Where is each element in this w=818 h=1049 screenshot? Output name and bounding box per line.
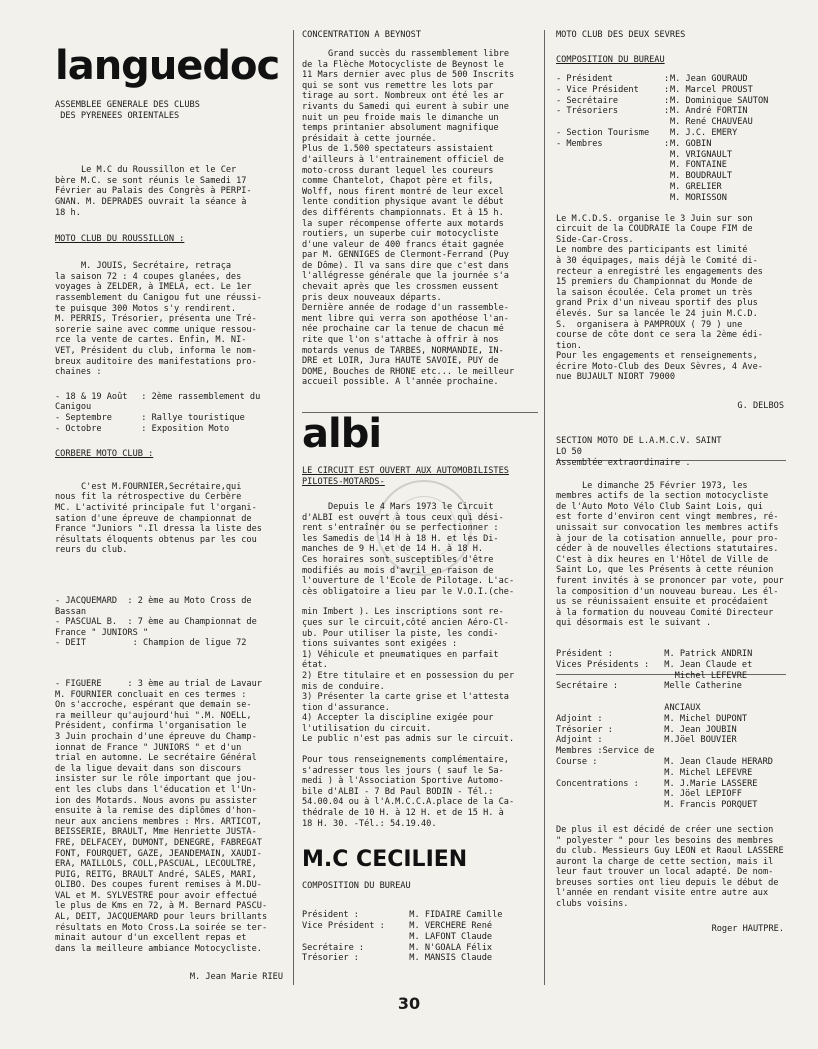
saint-lo-text-2: De plus il est décidé de créer une section " polyester " pour les besoins des membres du club. Messieurs Guy LEON et Raoul LASSERE auront la charge de cette section, mais il leur faut trouver un local adapté. De nom- breuses sorties ont lieu depuis le début de l'année en rendant visite entre autre aux clubs voisins. [556, 824, 784, 910]
albi-text-1: Depuis le 4 Mars 1973 le Circuit d'ALBI est ouvert à tous ceux qui dési- rent s'entraîner ou se perfectionner : les Samedis de 14 H à 18 H. et les Di- manches de 9 H. et de 14 H. à 18 H. Ces horaires sont susceptibles d'être modifiés au mois d'avril en raison de l'ouverture de l'Ecole de Pilotage. L'ac- cès obligatoire a lieu par le V.O.I.(che- [302, 502, 515, 597]
bureau-role: - Section Tourisme [556, 127, 650, 138]
event-date: Canigou [55, 402, 92, 413]
bureau-row [556, 660, 784, 682]
bureau-row [302, 943, 530, 954]
bureau-name: M. Marcel PROUST [669, 84, 753, 95]
bureau-row [556, 746, 784, 778]
bureau-role: Président : [556, 648, 613, 659]
column-rule [293, 30, 294, 985]
bureau-row [556, 74, 784, 85]
bureau-role: Trésorier : [302, 953, 359, 964]
bureau-role: Président : [302, 910, 359, 921]
bureau-role: Secrétaire : [302, 942, 365, 953]
bureau-name: M. LAFONT Claude [409, 931, 493, 942]
corbere-text: C'est M.FOURNIER,Secrétaire,qui nous fit la rétrospective du Cerbère MC. L'activité principale fut l'organi- sation d'une épreuve de championnat de France "Juniors ".Il dressa la liste des résultats éloquents obtenus par les cou reurs du club. [55, 481, 262, 556]
event-row [55, 392, 283, 403]
bureau-sep: : [663, 74, 670, 84]
bureau-name: M. VERCHERE René [409, 921, 493, 932]
bureau-row [556, 96, 784, 107]
bureau-name: M. J.Marie LASSERE M. Jöel LEPIOFF M. Francis PORQUET [664, 778, 758, 811]
event-text [141, 402, 283, 413]
bureau-name: M. FONTAINE [669, 160, 727, 171]
deux-sevres-text: Le M.C.D.S. organise le 3 Juin sur son circuit de la COUDRAIE la Coupe FIM de Side-Car-Cross. Le nombre des participants est limité à 30 équipages, mais déjà le Comité di- recteur a enregistré les engagements des 15 premiers du Championnat du Monde de la saison écoulée. Cela promet un très grand Prix d'un niveau sportif des plus élevés. Sur sa lancée le 24 juin M.C.D. S. organisera à PAMPROUX ( 79 ) une course de côte dont ce sera la 2ème édi- tion. Pour les engagements et renseignements, écrire Moto-Club des Deux Sèvres, 4 Ave- nue BUJAULT NIORT 79000 [556, 213, 763, 383]
languedoc-intro: Le M.C du Roussillon et le Cer bère M.C. se sont réunis le Samedi 17 Février au Palais des Congrès à PERPI- GNAN. M. DEPRADES ouvrait la séance à 18 h. [55, 165, 252, 218]
bureau-role [556, 150, 664, 161]
corbere-heading: CORBERE MOTO CLUB : [55, 448, 154, 459]
bureau-name: Melle Catherine ANCIAUX [664, 681, 742, 713]
bureau-row [302, 910, 530, 921]
bureau-row [556, 117, 784, 128]
bureau-sep: : [663, 95, 670, 106]
bureau-name: M. GRELIER [669, 181, 722, 192]
roussillon-heading: MOTO CLUB DU ROUSSILLON : [55, 234, 185, 245]
saint-lo-signature: Roger HAUTPRE. [711, 923, 784, 934]
bureau-row [556, 171, 784, 182]
bureau-name: M. Jean Claude et Michel LEFEVRE [664, 659, 753, 681]
bureau-name: M. Michel DUPONT [664, 713, 748, 724]
column-rule [544, 30, 545, 985]
bureau-role: - Membres [556, 138, 603, 149]
bureau-row [556, 106, 784, 117]
bureau-name: M.Jöel BOUVIER [664, 735, 737, 746]
bureau-role: - Vice Président [556, 84, 639, 95]
mc-cecilien-bureau [302, 910, 530, 964]
bureau-role: - Secrétaire [556, 95, 619, 106]
bureau-name: M. René CHAUVEAU [669, 117, 753, 128]
event-text: : 2ème rassemblement du [141, 391, 261, 402]
bureau-row [556, 85, 784, 96]
bureau-row [302, 932, 530, 943]
bureau-row [556, 139, 784, 150]
bureau-name: M. Jean JOUBIN [664, 724, 737, 735]
bureau-name: M. Dominique SAUTON [669, 95, 769, 106]
column-beynost-albi [302, 30, 530, 964]
event-date: - Octobre [55, 424, 102, 435]
bureau-row [556, 150, 784, 161]
bureau-name: M. Patrick ANDRIN [664, 648, 753, 659]
bureau-name: M. MANSIS Claude [409, 953, 493, 964]
bureau-name: M. J.C. EMERY [669, 127, 738, 138]
bureau-row [556, 735, 784, 746]
saint-lo-bureau [556, 649, 784, 811]
beynost-text: Grand succès du rassemblement libre de la Flèche Motocycliste de Beynost le 11 Mars dernier avec plus de 500 Inscrits qui se sont vus remettre les lots par tirage au sort. Nombreux ont été les ar rivants du Samedi qui eurent à subir une nuit un peu froide mais le dimanche un temps printanier absolument magnifique présidait à cette journée. Plus de 1.500 spectateurs assistaient d'ailleurs à l'entrainement officiel de moto-cross durant lequel les coureurs comme Chantelot, Chapot père et fils, Wolff, nous firent montré de leur excel lente condition physique avant le début des différents championnats. Et à 15 h. la super récompense offerte aux motards routiers, un superbe cuir motocycliste d'une valeur de 400 francs était gagnée par M. GENNIGES de Clermont-Ferrand (Puy de Dôme). Il va sans dire que c'est dans l'allégresse générale que la journée s'a chevait après que les crossmen eussent pris deux nouveaux départs. Dernière année de rodage d'un rassemble- ment libre qui verra son apothéose l'an- née prochaine car la tenue de chacun mé rite que l'on s'attache à offrir à nos motards venus de TARBES, NORMANDIE, IN- DRE et LOIR, Jura HAUTE SAVOIE, PUY de DOME, Bouches de RHONE etc... le meilleur accueil possible. A l'année prochaine. [302, 49, 515, 388]
bureau-row [556, 725, 784, 736]
bureau-row [556, 182, 784, 193]
bureau-name: M. N'GOALA Félix [409, 942, 493, 953]
languedoc-logo: languedoc [55, 43, 280, 89]
bureau-row [556, 779, 784, 811]
bureau-name: M. Jean Claude HERARD M. Michel LEFEVRE [664, 756, 773, 778]
event-text: : Exposition Moto [141, 424, 230, 435]
page-number: 30 [397, 994, 421, 1013]
deux-sevres-signature: G. DELBOS [737, 401, 784, 412]
event-row [55, 413, 283, 424]
bureau-name: M. FIDAIRE Camille [409, 910, 503, 921]
roussillon-text: M. JOUIS, Secrétaire, retraça la saison 72 : 4 coupes glanées, des voyages à ZELDER, à IMELA, ect. Le 1er rassemblement du Canigou fut une réussi- te puisque 300 Motos s'y rendirent. M. PERRIS, Trésorier, présenta une Tré- sorerie saine avec comme unique ressou- rce la vente de cartes. Enfin, M. NI- VET, Président du club, informa le nom- breux auditoire des manifestations pro- chaines : [55, 261, 262, 378]
mc-cecilien-heading: COMPOSITION DU BUREAU [302, 881, 411, 892]
bureau-role [556, 160, 664, 171]
bureau-name: M. VRIGNAULT [669, 149, 733, 160]
deux-sevres-bureau [556, 74, 784, 204]
bureau-role: Membres :Service de Course : [556, 746, 655, 767]
deux-sevres-heading: MOTO CLUB DES DEUX SEVRES [556, 30, 686, 40]
albi-text-3: Pour tous renseignements complémentaire, s'adresser tous les jours ( sauf le Sa- medi ) à l'Association Sportive Automo- bile d'ALBI - 7 Bd Paul BODIN - Tél.: 54.00.04 ou à l'A.M.C.C.A.place de la Ca- thédrale de 10 H. à 12 H. et de 15 H. à 18 H. 30. -Tél.: 54.19.40. [302, 755, 515, 829]
event-date: - Septembre [55, 413, 112, 424]
bureau-name: M. BOUDRAULT [669, 171, 733, 182]
languedoc-subtitle: ASSEMBLEE GENERALE DES CLUBS DES PYRENEES ORIENTALES [55, 100, 200, 121]
bureau-row [556, 681, 784, 713]
event-row [55, 424, 283, 435]
bureau-role: - Président [556, 74, 613, 84]
mc-cecilien-logo: M.C CECILIEN [302, 847, 468, 873]
event-date: - 18 & 19 Août [55, 391, 128, 402]
bureau-row [556, 128, 784, 139]
bureau-role: Adjoint : [556, 735, 603, 746]
column-languedoc [55, 30, 283, 983]
event-row [55, 402, 283, 413]
bureau-role: Adjoint : [556, 713, 603, 724]
saint-lo-heading: SECTION MOTO DE L.A.M.C.V. SAINT LO 50 Assemblée extraordinaire . [556, 435, 722, 468]
bureau-role [556, 117, 664, 128]
roussillon-events [55, 392, 283, 435]
bureau-row [556, 714, 784, 725]
bureau-name: M. André FORTIN [669, 106, 748, 117]
albi-logo: albi [302, 411, 382, 457]
bureau-role [556, 182, 664, 193]
bureau-row [556, 160, 784, 171]
languedoc-signature: M. Jean Marie RIEU [189, 972, 283, 983]
bureau-sep: : [663, 84, 670, 95]
bureau-role: Vice Président : [302, 921, 385, 932]
bureau-role [556, 193, 664, 204]
bureau-role [556, 171, 664, 182]
corbere-results: - JACQUEMARD : 2 ème au Moto Cross de Bassan - PASCUAL B. : 7 ème au Championnat de France " JUNIORS " - DEIT : Champion de ligue 72 [55, 596, 257, 649]
bureau-role: Secrétaire : [556, 681, 619, 692]
albi-text-2: min Imbert ). Les inscriptions sont re- çues sur le circuit,côté ancien Aéro-Cl- ub. Pour utiliser la piste, les condi- tions suivantes sont exigées : 1) Véhicule et pneumatiques en parfait état. 2) Etre titulaire et en possession du per mis de conduire. 3) Présenter la carte grise et l'attesta tion d'assurance. 4) Accepter la discipline exigée pour l'utilisation du circuit. Le public n'est pas admis sur le circuit. [302, 607, 515, 745]
bureau-sep: : [663, 106, 670, 117]
deux-sevres-bureau-heading: COMPOSITION DU BUREAU [556, 55, 665, 65]
event-text: : Rallye touristique [141, 413, 245, 424]
bureau-row [556, 193, 784, 204]
bureau-name: M. GOBIN [669, 138, 712, 149]
bureau-row [302, 953, 530, 964]
bureau-row [556, 649, 784, 660]
bureau-role [302, 932, 409, 943]
bureau-sep: : [663, 138, 670, 149]
bureau-role: Concentrations : [556, 778, 639, 789]
bureau-row [302, 921, 530, 932]
beynost-heading: CONCENTRATION A BEYNOST [302, 30, 421, 40]
bureau-role: Vices Présidents : [556, 659, 650, 670]
bureau-name: M. Jean GOURAUD [669, 74, 748, 84]
corbere-text-2: - FIGUERE : 3 ème au trial de Lavaur M. FOURNIER concluait en ces termes : On s'accroche, espérant que demain se- ra meilleur qu'aujourd'hui ".M. NOELL, Président, confirma l'organisation le 3 Juin prochain d'une épreuve du Champ- ionnat de France " JUNIORS " et d'un trial en automne. Le secrétaire Général de la ligue devait dans son discours insister sur le rôle important que jou- ent les clubs dans l'éducation et l'Un- ion des Motards. Nous avons pu assister ensuite à la remise des diplômes d'hon- neur aux anciens membres : Mrs. ARTICOT, BEISSERIE, BRAULT, Mme Henriette JUSTA- FRE, DELFACEY, DUMONT, DENEGRE, FABREGAT FONT, FOURQUET, GAZE, JEANDEMAIN, XAUDI- ERA, MAILLOLS, COLL,PASCUAL, LECOULTRE, PUIG, REITG, BRAULT André, SALES, MARI, OLIBO. Des coupes furent remises à M.DU- VAL et M. SYLVESTRE pour avoir effectué le plus de Kms en 72, à M. Bernard PASCU- AL, DEIT, JACQUEMARD pour leurs brillants résultats en Moto Cross.La soirée se ter- minait autour d'un excellent repas et dans la meilleure ambiance Motocycliste. [55, 679, 268, 954]
bureau-name: M. MORISSON [669, 192, 727, 203]
albi-heading: LE CIRCUIT EST OUVERT AUX AUTOMOBILISTES PILOTES-MOTARDS- [302, 466, 509, 487]
bureau-role: - Trésoriers [556, 106, 619, 117]
bureau-role: Trésorier : [556, 724, 613, 735]
saint-lo-text: Le dimanche 25 Février 1973, les membres actifs de la section motocycliste de l'Auto Moto Vélo Club Saint Lois, qui est forte d'environ cent vingt membres, ré- unissait sur convocation les membres actifs à jour de la cotisation annuelle, pour pro- céder à de nouvelles élections statutaires. C'est à dix heures en l'Hôtel de Ville de Saint Lo, que les Présents à cette réunion furent invités à se prononcer par vote, pour la composition d'un nouveau bureau. Les él- us se réunissaient ensuite et procédaient à la formation du nouveau Comité Directeur qui désormais est le suivant . [556, 480, 784, 629]
column-deux-sevres [556, 30, 784, 934]
